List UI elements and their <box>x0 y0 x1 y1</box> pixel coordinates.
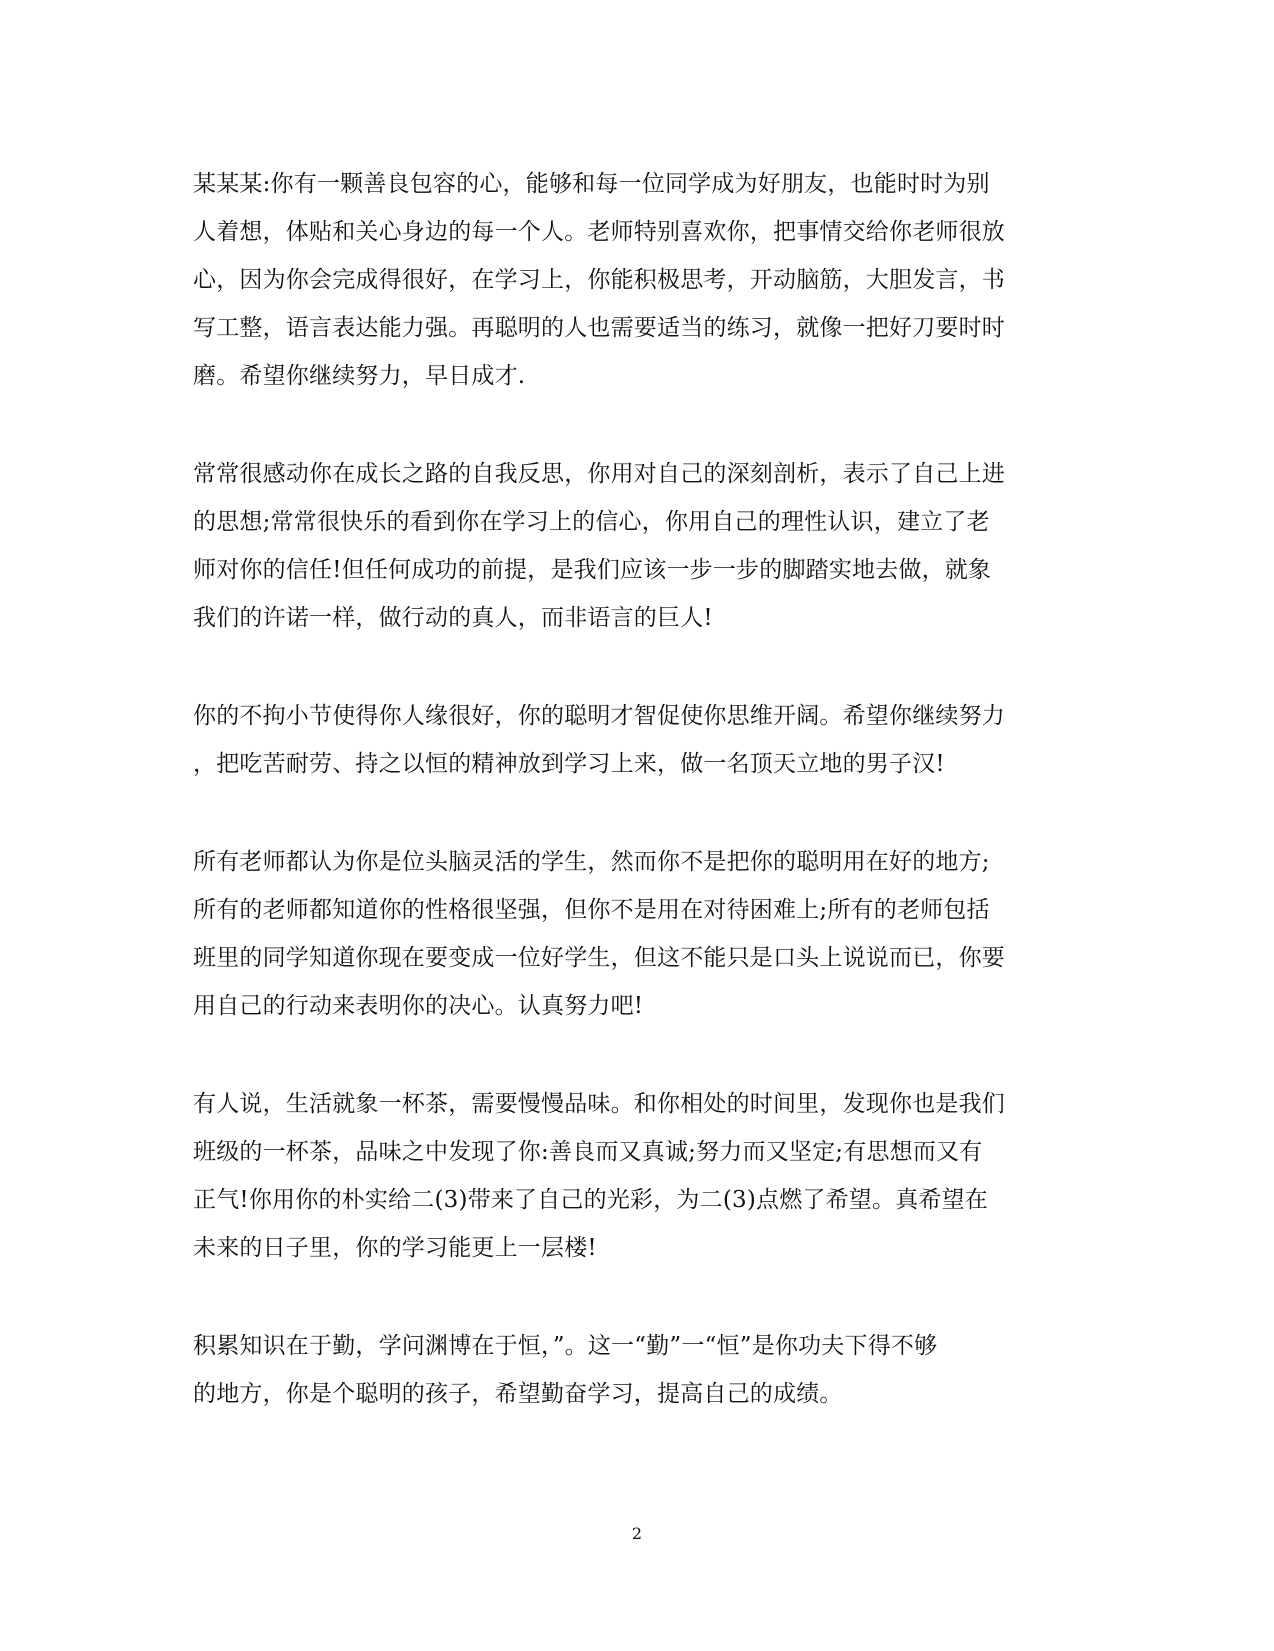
text-line: 用自己的行动来表明你的决心。认真努力吧! <box>193 993 644 1019</box>
text-line: 班里的同学知道你现在要变成一位好学生，但这不能只是口头上说说而已，你要 <box>193 945 1005 971</box>
text-line: 所有的老师都知道你的性格很坚强，但你不是用在对待困难上;所有的老师包括 <box>193 897 990 923</box>
text-line: 磨。希望你继续努力，早日成才. <box>193 363 526 389</box>
text-line: 师对你的信任!但任何成功的前提，是我们应该一步一步的脚踏实地去做，就象 <box>193 557 992 583</box>
text-line: 人着想，体贴和关心身边的每一个人。老师特别喜欢你，把事情交给你老师很放 <box>193 219 1005 245</box>
paragraph <box>193 1322 1073 1418</box>
paragraph <box>193 450 1073 642</box>
text-line: 的思想;常常很快乐的看到你在学习上的信心，你用自己的理性认识，建立了老 <box>193 509 990 535</box>
text-line: 某某某:你有一颗善良包容的心，能够和每一位同学成为好朋友，也能时时为别 <box>193 171 990 197</box>
text-line: 未来的日子里，你的学习能更上一层楼! <box>193 1235 597 1261</box>
paragraph <box>193 1080 1073 1272</box>
text-line: 你的不拘小节使得你人缘很好，你的聪明才智促使你思维开阔。希望你继续努力 <box>193 703 1005 729</box>
text-line: ，把吃苦耐劳、持之以恒的精神放到学习上来，做一名顶天立地的男子汉! <box>193 751 945 777</box>
text-line: 所有老师都认为你是位头脑灵活的学生，然而你不是把你的聪明用在好的地方; <box>193 849 990 875</box>
text-line: 有人说，生活就象一杯茶，需要慢慢品味。和你相处的时间里，发现你也是我们 <box>193 1091 1005 1117</box>
document-body <box>193 160 1073 1468</box>
paragraph <box>193 838 1073 1030</box>
text-line: 班级的一杯茶，品味之中发现了你:善良而又真诚;努力而又坚定;有思想而又有 <box>193 1139 983 1165</box>
paragraph <box>193 692 1073 788</box>
text-line: 积累知识在于勤，学问渊博在于恒，”。这一“勤”一“恒”是你功夫下得不够 <box>193 1333 938 1359</box>
text-line: 写工整，语言表达能力强。再聪明的人也需要适当的练习，就像一把好刀要时时 <box>193 315 1005 341</box>
paragraph <box>193 160 1073 400</box>
text-line: 正气!你用你的朴实给二(3)带来了自己的光彩，为二(3)点燃了希望。真希望在 <box>193 1187 989 1213</box>
text-line: 常常很感动你在成长之路的自我反思，你用对自己的深刻剖析，表示了自己上进 <box>193 461 1005 487</box>
text-line: 心，因为你会完成得很好，在学习上，你能积极思考，开动脑筋，大胆发言，书 <box>193 267 1005 293</box>
page-number: 2 <box>631 1524 643 1543</box>
text-line: 我们的许诺一样，做行动的真人，而非语言的巨人! <box>193 605 713 631</box>
text-line: 的地方，你是个聪明的孩子，希望勤奋学习，提高自己的成绩。 <box>193 1381 843 1407</box>
